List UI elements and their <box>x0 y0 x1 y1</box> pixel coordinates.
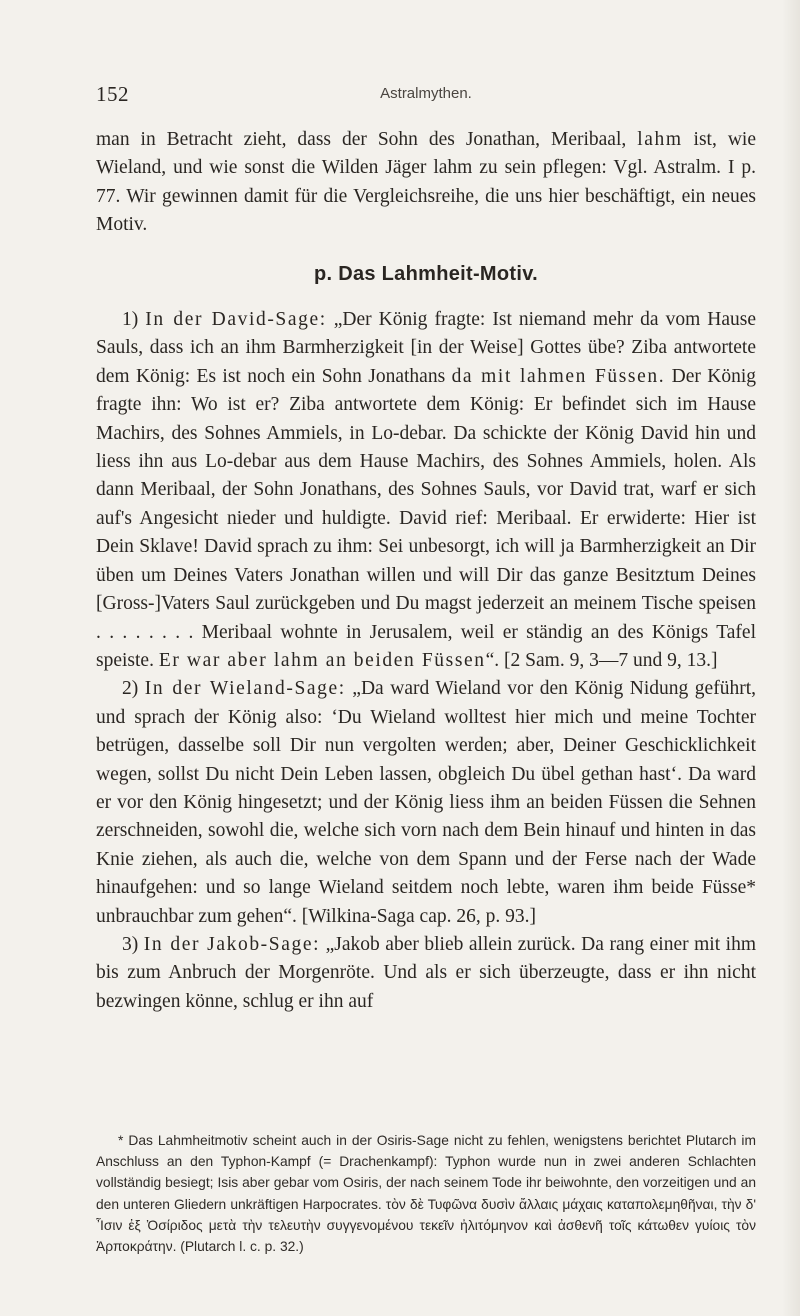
paragraph-david <box>96 306 756 675</box>
spaced-emphasis: In der David-Sage: <box>145 309 327 331</box>
page-number: 152 <box>96 82 129 106</box>
spaced-emphasis: In der Wieland-Sage: <box>144 678 346 700</box>
page-header <box>96 76 756 106</box>
main-text <box>96 126 756 1016</box>
spaced-emphasis: Er war aber lahm an beiden Füssen <box>158 649 486 671</box>
spaced-emphasis: In der Jakob-Sage: <box>143 933 321 955</box>
intro-emphasis: lahm <box>637 129 683 150</box>
footnote-marker[interactable]: * <box>746 877 756 899</box>
section-heading: p. Das Lahmheit-Motiv. <box>313 262 539 285</box>
paragraph-text: “. [2 Sam. 9, 3—7 und 9, 13.] <box>485 649 718 671</box>
paragraph-text: „Da ward Wieland vor den König Nidung geführt, und sprach der König also: ‘Du Wieland wolltest hier mich und meine Tochter betrügen, dasselbe soll Dir nun vergolten werden; aber, Deiner Geschicklichkeit wegen, sollst Du nicht Dein Leben lassen, obgleich Du übel gethan hast‘. Da ward er vor den König hingesetzt; und der König liess ihm an beiden Füssen die Sehnen zerschneiden, sowohl die, welche sich vorn nach dem Bein hinauf und hinten in das Knie ziehen, als auch die, welche von dem Spann und der Ferse nach der Wade hinaufgehen: und so lange Wieland seitdem noch lebte, waren ihm beide Füsse <box>96 678 756 899</box>
paragraph-number: 2) <box>122 678 145 700</box>
spaced-emphasis: da mit lahmen Füssen. <box>451 365 666 387</box>
running-title: Astralmythen. <box>380 85 472 102</box>
paragraph-text: unbrauchbar zum gehen“. [Wilkina-Saga cap. 26, p. 93.] <box>96 905 536 927</box>
paragraph-text: „Der König fragte: Ist niemand mehr da vom Hause Sauls, dass ich an ihm Barmherzigkeit [in der Weise] Gottes übe? Ziba antwortete dem König: Es ist noch ein Sohn Jonathans <box>96 309 756 387</box>
paragraph-wieland <box>96 675 756 931</box>
paragraph-text: Der König fragte ihn: Wo ist er? Ziba antwortete dem König: Er befindet sich im Hause Machirs, des Sohnes Ammiels, in Lo-debar. Da schickte der König David hin und liess ihn aus Lo-debar aus dem Hause Machirs, des Sohnes Ammiels, holen. Als dann Meribaal, der Sohn Jonathans, des Sohnes Sauls, vor David trat, warf er sich auf's Angesicht nieder und huldigte. David rief: Meribaal. Er erwiderte: Hier ist Dein Sklave! David sprach zu ihm: Sei unbesorgt, ich will ja Barmherzigkeit an Dir üben um Deines Vaters Jonathan willen und will Dir das ganze Besitztum Deines [Gross-]Vaters Saul zurückgeben und Du magst jederzeit an meinem Tische speisen . . . . . . . . Meribaal wohnte in Jerusalem, weil er ständig an des Königs Tafel speiste. <box>96 365 756 671</box>
footnote-text: * Das Lahmheitmotiv scheint auch in der Osiris-Sage nicht zu fehlen, wenigstens berichtet Plutarch im Anschluss an den Typhon-Kampf (= Drachenkampf): Typhon wurde nun in zwei anderen Schlachten vollständig besiegt; Isis aber gebar vom Osiris, der nach seinem Tode ihr beiwohnte, den vorzeitigen und an den unteren Gliedern unkräftigen Harpocrates. τὸν δὲ Τυφῶνα δυσὶν ἄλλαις μάχαις καταπολεμηθῆναι, τὴν δ' Ἶσιν ἐξ Ὀσίριδος μετὰ τὴν τελευτὴν συγγενομένου τεκεῖν ἠλιτόμηνον καὶ ἀσθενῆ τοῖς κάτωθεν γυίοις τὸν Ἁρποκράτην. (Plutarch l. c. p. 32.) <box>96 1133 756 1255</box>
intro-paragraph <box>96 126 756 240</box>
page-edge-shadow <box>782 0 800 1316</box>
intro-text-1: man in Betracht zieht, dass der Sohn des Jonathan, Meribaal, <box>96 129 638 150</box>
paragraph-text: „Jakob aber blieb allein zurück. Da rang einer mit ihm bis zum Anbruch der Morgenröte. Und als er sich überzeugte, dass er ihn nicht bezwingen könne, schlug er ihn auf <box>96 933 756 1012</box>
intro-text-2: ist, wie Wieland, und wie sonst die Wilden Jäger lahm zu sein pflegen: Vgl. Astralm. I p. 77. Wir gewinnen damit für die Vergleichsreihe, die uns hier beschäftigt, ein neues Motiv. <box>96 129 756 236</box>
paragraph-jakob <box>96 931 756 1016</box>
paragraph-number: 1) <box>122 309 146 331</box>
footnote <box>96 1130 756 1257</box>
paragraph-number: 3) <box>122 933 144 955</box>
